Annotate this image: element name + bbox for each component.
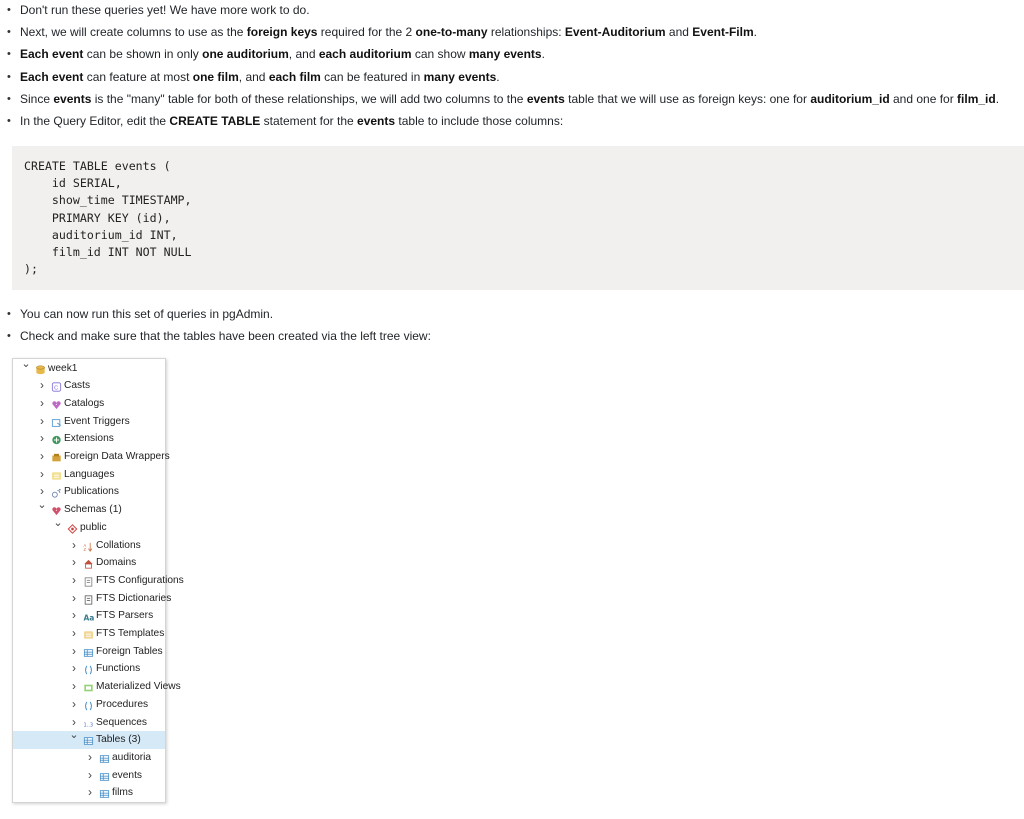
chevron-right-icon[interactable]: › [72,590,76,605]
tree-node-label: Sequences [96,716,147,728]
pgadmin-tree-view [12,357,184,803]
tree-node[interactable] [13,696,165,714]
bold-text: one film [192,69,239,84]
fts-templates-icon [83,629,94,639]
chevron-right-icon[interactable]: › [72,643,76,658]
bold-text: Each event [20,47,84,62]
tree-node-label: Foreign Data Wrappers [64,451,170,462]
chevron-right-icon[interactable]: › [88,767,92,782]
schemas-icon [51,505,62,515]
text-segment: , and [288,47,319,62]
bold-text: many events [423,69,497,84]
tree-node-label: Publications [64,486,119,498]
chevron-right-icon[interactable]: › [72,714,76,729]
database-icon [35,364,46,374]
tree-node-label: FTS Configurations [96,574,184,586]
tree-node-label: Event Triggers [64,415,130,427]
text-segment: and one for [889,91,958,106]
bold-text: Event-Auditorium [564,25,666,40]
tree-node[interactable] [13,590,172,608]
text-segment: required for the 2 [317,25,416,40]
table-icon [99,788,110,798]
chevron-down-icon[interactable]: ⌄ [69,729,79,742]
tree-node-label: Languages [64,468,115,480]
text-segment: can feature at most [83,69,193,84]
tree-node[interactable] [13,483,165,501]
bold-text: foreign keys [246,25,318,40]
extensions-icon [51,434,62,444]
bullet-item [0,112,999,134]
tree-node-label: Domains [96,557,137,569]
text-segment: Next, we will create columns to use as the [20,25,247,40]
chevron-right-icon[interactable]: › [40,449,44,463]
publications-icon [51,487,62,497]
text-segment: . [995,91,1000,106]
chevron-right-icon[interactable]: › [88,785,92,800]
tree-node[interactable] [13,377,165,395]
svg-text:Z: Z [83,546,87,552]
text-segment: can show [411,47,469,62]
chevron-right-icon[interactable]: › [72,555,76,570]
chevron-right-icon[interactable]: › [40,431,44,446]
tree-node-label: events [112,769,143,781]
tree-node-label: FTS Dictionaries [96,592,172,604]
tree-node[interactable] [13,466,165,484]
chevron-right-icon[interactable]: › [72,572,76,587]
bold-text: many events [468,47,542,62]
bullet-item [0,90,999,112]
text-segment: You can now run this set of queries in pgAdmin. [20,307,274,321]
chevron-right-icon[interactable]: › [40,484,44,499]
tree-node[interactable] [13,537,165,555]
chevron-right-icon[interactable]: › [72,696,76,711]
tree-node-label: Procedures [96,698,149,710]
event-triggers-icon [51,417,62,427]
tree-node[interactable] [13,554,165,572]
tree-node[interactable] [13,607,165,625]
tree-node-label: FTS Templates [96,628,165,639]
sql-code-block: CREATE TABLE events ( id SERIAL, show_time TIMESTAMP, PRIMARY KEY (id), auditorium_id INT, film_id INT NOT NULL ); [12,146,1024,290]
tree-node[interactable] [13,395,165,413]
materialized-views-icon [83,682,94,692]
schema-icon [67,523,78,533]
tree-node-label: Tables (3) [96,734,141,746]
fts-parsers-icon [83,611,94,621]
tree-node-label: films [112,787,133,799]
text-segment: Check and make sure that the tables have been created via the left tree view: [20,329,431,344]
bold-text: Event-Film [692,25,754,40]
bold-text: one auditorium [202,47,289,62]
bullet-item [0,327,431,349]
text-segment: relationships: [487,25,565,40]
bullet-item [0,1,999,23]
text-segment: is the "many" table for both of these relationships, we will add two columns to the [91,91,527,106]
instruction-list-top [0,1,999,134]
bold-text: CREATE TABLE [169,113,261,128]
domains-icon [83,558,94,568]
tree-node-label: Collations [96,539,141,551]
text-segment: table to include those columns: [395,113,564,128]
text-segment: Don't run these queries yet! We have more work to do. [20,3,310,17]
tree-node[interactable] [13,784,165,802]
tree-node[interactable] [13,767,165,785]
foreign-tables-icon [83,647,94,657]
text-segment: table that we will use as foreign keys: one for [564,91,811,106]
tree-node[interactable] [13,731,165,749]
bold-text: each auditorium [318,47,412,62]
tree-node[interactable] [13,749,165,767]
table-icon [99,753,110,763]
bullet-item [0,23,999,45]
chevron-right-icon[interactable]: › [72,626,76,640]
text-segment: statement for the [260,113,358,128]
bold-text: each film [268,69,321,84]
bold-text: events [357,113,396,128]
chevron-right-icon[interactable]: › [72,661,76,676]
functions-icon [83,664,94,674]
tree-node-label: Extensions [64,433,114,445]
chevron-down-icon[interactable]: ⌄ [53,516,63,529]
bold-text: auditorium_id [810,91,890,106]
text-segment: In the Query Editor, edit the [20,113,170,128]
sequences-icon [83,718,94,728]
chevron-right-icon[interactable]: › [40,378,44,393]
text-segment: . [496,69,500,84]
instruction-list-bottom [0,305,431,349]
languages-icon [51,470,62,480]
chevron-down-icon[interactable]: ⌄ [37,499,47,512]
bullet-item [0,68,999,90]
tree-node[interactable] [13,714,165,732]
bullet-item [0,45,999,67]
chevron-right-icon[interactable]: › [72,608,76,623]
tree-node-label: Schemas (1) [64,504,122,516]
tree-node[interactable] [13,413,165,431]
procedures-icon [83,700,94,710]
tree-node-label: auditoria [112,751,152,763]
chevron-right-icon[interactable]: › [40,413,44,428]
text-segment: Since [20,91,54,106]
tree-node-label: Functions [96,663,141,675]
foreign-data-wrappers-icon [51,452,62,462]
tree-node[interactable] [13,643,165,661]
tree-node-label: Casts [64,380,91,392]
tree-node[interactable] [13,625,165,643]
chevron-right-icon[interactable]: › [72,537,76,552]
bold-text: Each event [20,69,84,84]
tree-node-label: Catalogs [64,397,105,409]
bold-text: events [53,91,92,106]
bold-text: events [526,91,565,106]
tree-node[interactable] [13,501,165,519]
chevron-right-icon[interactable]: › [72,679,76,694]
chevron-right-icon[interactable]: › [88,749,92,764]
svg-text:A: A [83,542,87,548]
svg-text:1..3: 1..3 [83,722,94,728]
collations-icon [83,541,94,551]
chevron-right-icon[interactable]: › [40,466,44,481]
chevron-right-icon[interactable]: › [40,395,44,410]
text-segment: . [753,25,757,40]
bold-text: film_id [957,91,996,106]
text-segment: , and [238,69,269,84]
fts-dictionaries-icon [83,594,94,604]
bold-text: one-to-many [415,25,488,40]
tree-node[interactable] [13,678,181,696]
bullet-item [0,305,431,327]
text-segment: can be shown in only [83,47,203,62]
tree-node[interactable] [13,572,184,590]
svg-text:C: C [54,385,59,392]
tree-node[interactable] [13,516,165,537]
text-segment: and [665,25,693,40]
tree-node[interactable] [13,448,170,466]
catalogs-icon [51,399,62,409]
tables-icon [83,735,94,745]
fts-configurations-icon [83,576,94,586]
svg-text:Aa: Aa [83,613,95,623]
tree-node-label: public [80,521,107,533]
tree-node[interactable] [13,430,165,448]
tree-node-label: Materialized Views [96,681,181,693]
table-icon [99,771,110,781]
text-segment: . [541,47,545,62]
chevron-down-icon[interactable]: ⌄ [21,357,31,370]
tree-node-label: week1 [48,362,78,374]
casts-icon [51,381,62,391]
tree-node-label: FTS Parsers [96,610,154,622]
tree-node-label: Foreign Tables [96,645,163,657]
text-segment: can be featured in [320,69,424,84]
tree-node[interactable] [13,660,165,678]
tree-node[interactable] [13,357,165,378]
